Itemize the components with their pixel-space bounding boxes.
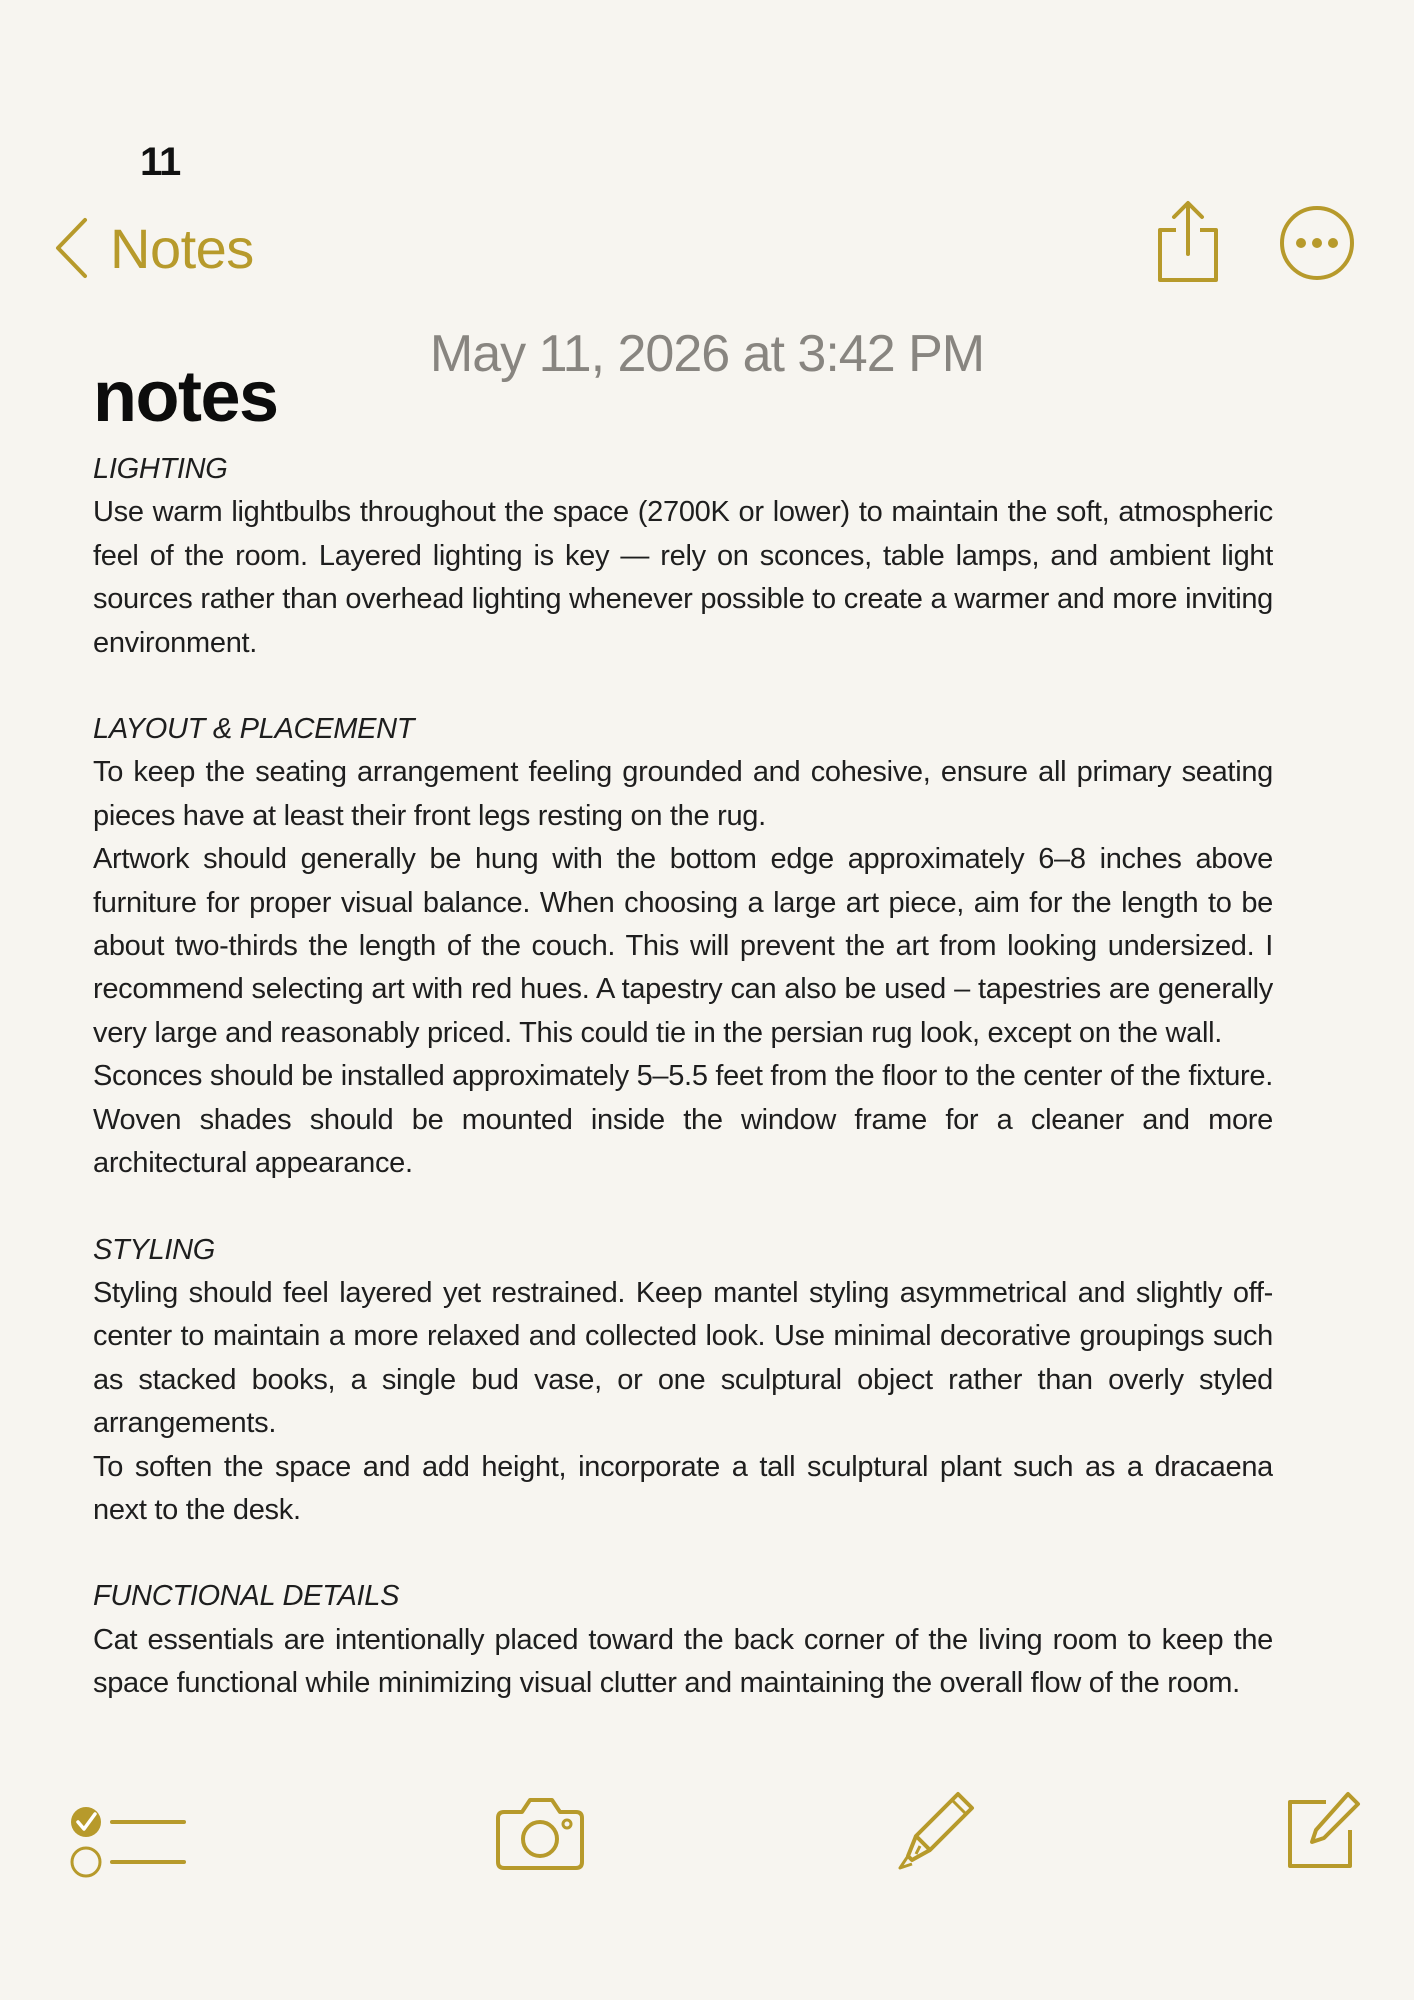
- section-functional-details: [93, 1575, 1273, 1705]
- back-label: Notes: [110, 216, 254, 280]
- section-paragraph: To soften the space and add height, incorporate a tall sculptural plant such as a dracaena next to the desk.: [93, 1450, 1273, 1526]
- camera-button[interactable]: [494, 1792, 586, 1872]
- camera-icon: [494, 1859, 586, 1876]
- share-icon: [1152, 271, 1224, 288]
- ellipsis-circle-icon: [1278, 269, 1356, 286]
- section-layout-placement: [93, 708, 1273, 1185]
- compose-button[interactable]: [1282, 1790, 1362, 1874]
- section-paragraph: Cat essentials are intentionally placed toward the back corner of the living room to keep the space functional while minimizing visual clutter and maintaining the overall flow of the room.: [93, 1623, 1273, 1700]
- section-paragraph: Artwork should generally be hung with the bottom edge approximately 6–8 inches above furniture for proper visual balance. When choosing a large art piece, aim for the length to be about two-thirds the length of the couch. This will prevent the art from looking undersized. I recommend selecting art with red hues. A tapestry can also be used – tapestries are generally very large and reasonably priced. This could tie in the persian rug look, except on the wall.: [93, 843, 1273, 1049]
- section-heading: FUNCTIONAL DETAILS: [93, 1580, 400, 1613]
- section-lighting: [93, 448, 1273, 665]
- compose-icon: [1282, 1861, 1362, 1878]
- chevron-left-icon: [54, 217, 88, 279]
- back-button[interactable]: [54, 208, 254, 288]
- section-paragraph: Styling should feel layered yet restrained. Keep mantel styling asymmetrical and slightly off-center to maintain a more relaxed and collected look. Use minimal decorative groupings such as stacked books, a single bud vase, or one sculptural object rather than overly styled arrangements.: [93, 1276, 1273, 1440]
- status-time: 11: [140, 140, 181, 184]
- section-heading: STYLING: [93, 1233, 215, 1266]
- share-button[interactable]: [1152, 200, 1224, 284]
- note-title: notes: [93, 357, 278, 437]
- markup-button[interactable]: [896, 1790, 976, 1876]
- section-heading: LAYOUT & PLACEMENT: [93, 713, 415, 746]
- note-date: May 11, 2026 at 3:42 PM: [429, 325, 985, 383]
- section-styling: [93, 1229, 1273, 1533]
- checklist-button[interactable]: [68, 1792, 190, 1882]
- section-paragraph: Use warm lightbulbs throughout the space (2700K or lower) to maintain the soft, atmospheric feel of the room. Layered lighting is key — rely on sconces, table lamps, and ambient light sources rather than overhead lighting whenever possible to create a warmer and more inviting environment.: [93, 496, 1273, 659]
- section-paragraph: Sconces should be installed approximately 5–5.5 feet from the floor to the center of the fixture. Woven shades should be mounted inside the window frame for a cleaner and more architectural appearance.: [93, 1060, 1273, 1180]
- bottom-toolbar: [0, 1780, 1414, 1890]
- section-paragraph: To keep the seating arrangement feeling grounded and cohesive, ensure all primary seating pieces have at least their front legs resting on the rug.: [93, 756, 1273, 832]
- more-button[interactable]: [1278, 204, 1356, 282]
- checklist-icon: [68, 1869, 190, 1886]
- note-body[interactable]: [93, 448, 1273, 1788]
- pen-icon: [896, 1863, 976, 1880]
- section-heading: LIGHTING: [93, 453, 228, 485]
